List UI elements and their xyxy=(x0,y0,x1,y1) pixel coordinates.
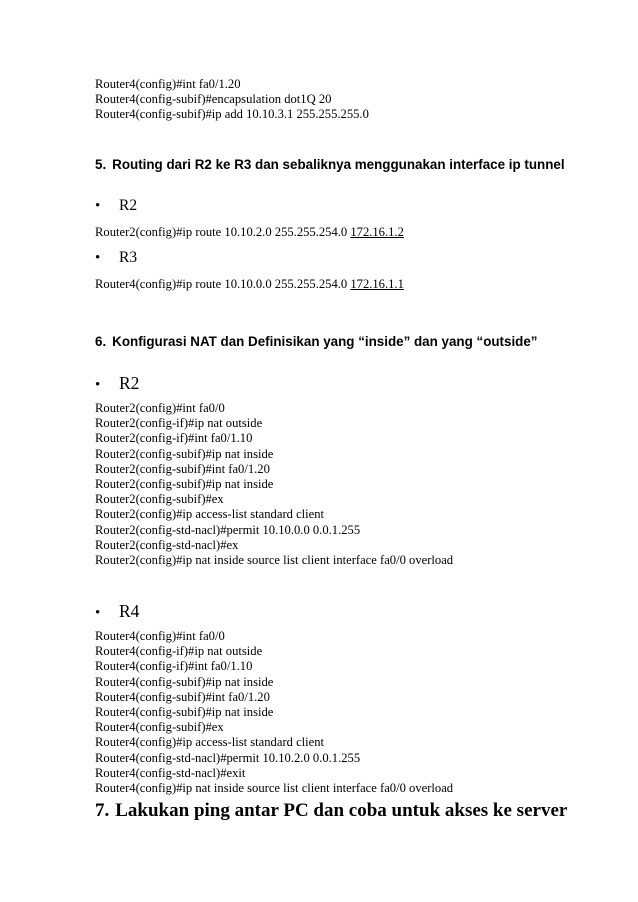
code-line: Router2(config)#ip nat inside source list client interface fa0/0 overload xyxy=(95,553,454,568)
next-hop-address: 172.16.1.2 xyxy=(350,225,404,239)
code-line: Router4(config-std-nacl)#exit xyxy=(95,765,246,780)
code-line xyxy=(95,225,404,240)
section-number: 5. xyxy=(95,157,107,172)
route-command: Router4(config)#ip route 10.10.0.0 255.255.254.0 xyxy=(95,277,351,291)
code-line: Router2(config-std-nacl)#permit 10.10.0.0 0.0.1.255 xyxy=(95,522,361,537)
bullet-r4-nat xyxy=(95,601,139,622)
code-line: Router2(config-if)#ip nat outside xyxy=(95,416,263,431)
code-line: Router4(config-subif)#int fa0/1.20 xyxy=(95,689,270,704)
code-line: Router2(config-subif)#ex xyxy=(95,492,224,507)
code-line: Router4(config)#int fa0/0 xyxy=(95,629,225,643)
code-line: Router4(config)#int fa0/1.20 xyxy=(95,77,241,91)
section-title: Lakukan ping antar PC dan coba untuk akses ke server xyxy=(115,800,568,821)
route-r3 xyxy=(95,277,404,292)
route-command: Router2(config)#ip route 10.10.2.0 255.255.254.0 xyxy=(95,225,351,239)
code-line xyxy=(95,277,404,292)
bullet-r3 xyxy=(95,249,137,267)
bullet-label: R4 xyxy=(119,601,140,621)
code-block-r4-nat xyxy=(95,629,453,796)
bullet-r2-nat xyxy=(95,373,139,394)
section-5-heading xyxy=(95,157,565,172)
section-6-heading xyxy=(95,334,538,349)
code-line: Router2(config-std-nacl)#ex xyxy=(95,537,239,552)
code-block-router4-subif xyxy=(95,77,369,123)
code-line: Router4(config-subif)#ip add 10.10.3.1 255.255.255.0 xyxy=(95,107,369,122)
code-line: Router4(config-subif)#ex xyxy=(95,720,224,735)
code-line: Router4(config-if)#int fa0/1.10 xyxy=(95,659,253,674)
code-line: Router4(config-subif)#ip nat inside xyxy=(95,674,274,689)
bullet-icon: • xyxy=(95,605,101,621)
code-line: Router4(config)#ip nat inside source list client interface fa0/0 overload xyxy=(95,781,454,796)
bullet-icon: • xyxy=(95,250,101,266)
bullet-label: R2 xyxy=(119,373,140,393)
route-r2 xyxy=(95,225,404,240)
code-line: Router4(config-subif)#ip nat inside xyxy=(95,705,274,720)
section-number: 6. xyxy=(95,334,107,349)
section-title: Konfigurasi NAT dan Definisikan yang “inside” dan yang “outside” xyxy=(112,334,538,349)
code-line: Router4(config-subif)#encapsulation dot1Q 20 xyxy=(95,92,332,107)
next-hop-address: 172.16.1.1 xyxy=(350,277,404,291)
code-line: Router4(config)#ip access-list standard client xyxy=(95,735,325,750)
code-line: Router2(config-subif)#int fa0/1.20 xyxy=(95,461,270,476)
code-line: Router2(config)#int fa0/0 xyxy=(95,401,225,415)
section-title: Routing dari R2 ke R3 dan sebaliknya menggunakan interface ip tunnel xyxy=(112,157,565,172)
code-line: Router2(config)#ip access-list standard client xyxy=(95,507,325,522)
code-line: Router2(config-subif)#ip nat inside xyxy=(95,477,274,492)
section-number: 7. xyxy=(95,800,110,821)
code-block-r2-nat xyxy=(95,401,453,568)
bullet-icon: • xyxy=(95,377,101,393)
code-line: Router4(config-std-nacl)#permit 10.10.2.0 0.0.1.255 xyxy=(95,750,361,765)
section-7-heading xyxy=(95,800,567,822)
bullet-icon: • xyxy=(95,198,101,214)
code-line: Router2(config-if)#int fa0/1.10 xyxy=(95,431,253,446)
bullet-r2 xyxy=(95,197,137,215)
bullet-label: R3 xyxy=(119,249,138,266)
bullet-label: R2 xyxy=(119,197,138,214)
code-line: Router4(config-if)#ip nat outside xyxy=(95,644,263,659)
code-line: Router2(config-subif)#ip nat inside xyxy=(95,446,274,461)
